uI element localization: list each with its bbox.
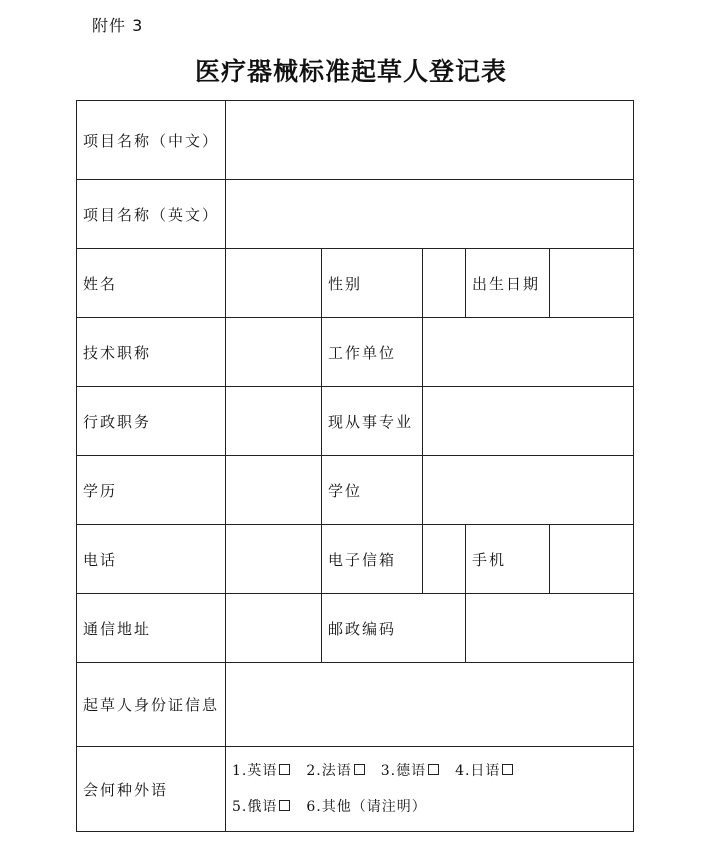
language-option-label: 5.俄语 — [232, 799, 278, 815]
address-field[interactable] — [226, 594, 322, 663]
birth-date-label: 出生日期 — [466, 249, 550, 318]
checkbox-icon[interactable] — [279, 800, 290, 811]
mobile-label: 手机 — [466, 525, 550, 594]
name-field[interactable] — [226, 249, 322, 318]
row-address-postcode — [77, 594, 634, 663]
project-name-en-label: 项目名称（英文） — [77, 180, 226, 249]
admin-position-label: 行政职务 — [77, 387, 226, 456]
checkbox-icon[interactable] — [279, 764, 290, 775]
current-major-field[interactable] — [423, 387, 634, 456]
row-id-info — [77, 663, 634, 747]
language-option-label: 4.日语 — [455, 763, 501, 779]
language-option-label: 2.法语 — [306, 763, 352, 779]
id-info-label: 起草人身份证信息 — [77, 663, 226, 747]
work-unit-label: 工作单位 — [322, 318, 423, 387]
gender-label: 性别 — [322, 249, 423, 318]
current-major-label: 现从事专业 — [322, 387, 423, 456]
language-option-french[interactable] — [306, 753, 364, 789]
birth-date-field[interactable] — [550, 249, 634, 318]
email-field[interactable] — [423, 525, 466, 594]
languages-label: 会何种外语 — [77, 747, 226, 832]
project-name-cn-field[interactable] — [226, 101, 634, 180]
language-option-other[interactable]: 6.其他（请注明） — [306, 799, 427, 815]
row-phone-email-mobile — [77, 525, 634, 594]
education-field[interactable] — [226, 456, 322, 525]
postcode-field[interactable] — [466, 594, 634, 663]
row-languages — [77, 747, 634, 832]
row-tech-title-work-unit — [77, 318, 634, 387]
language-option-german[interactable] — [381, 753, 439, 789]
languages-line-2 — [232, 789, 633, 825]
project-name-en-field[interactable] — [226, 180, 634, 249]
languages-options — [226, 747, 634, 832]
language-option-english[interactable] — [232, 753, 290, 789]
admin-position-field[interactable] — [226, 387, 322, 456]
row-admin-position-major — [77, 387, 634, 456]
row-name-gender-birth — [77, 249, 634, 318]
attachment-label: 附件 3 — [92, 16, 144, 35]
registration-form-table — [76, 100, 634, 832]
language-option-label: 1.英语 — [232, 763, 278, 779]
language-option-label: 3.德语 — [380, 763, 427, 779]
row-education-degree — [77, 456, 634, 525]
languages-line-1 — [232, 753, 633, 789]
email-label: 电子信箱 — [322, 525, 423, 594]
language-option-russian[interactable] — [232, 789, 290, 825]
tech-title-field[interactable] — [226, 318, 322, 387]
phone-field[interactable] — [226, 525, 322, 594]
checkbox-icon[interactable] — [428, 764, 439, 775]
degree-label: 学位 — [322, 456, 423, 525]
name-label: 姓名 — [77, 249, 226, 318]
address-label: 通信地址 — [77, 594, 226, 663]
checkbox-icon[interactable] — [502, 764, 513, 775]
row-project-name-cn — [77, 101, 634, 180]
education-label: 学历 — [77, 456, 226, 525]
project-name-cn-label: 项目名称（中文） — [77, 101, 226, 180]
work-unit-field[interactable] — [423, 318, 634, 387]
id-info-field[interactable] — [226, 663, 634, 747]
gender-field[interactable] — [423, 249, 466, 318]
row-project-name-en — [77, 180, 634, 249]
postcode-label: 邮政编码 — [322, 594, 466, 663]
phone-label: 电话 — [77, 525, 226, 594]
tech-title-label: 技术职称 — [77, 318, 226, 387]
mobile-field[interactable] — [550, 525, 634, 594]
form-title: 医疗器械标准起草人登记表 — [194, 57, 507, 86]
degree-field[interactable] — [423, 456, 634, 525]
language-option-japanese[interactable] — [455, 753, 513, 789]
checkbox-icon[interactable] — [354, 764, 365, 775]
